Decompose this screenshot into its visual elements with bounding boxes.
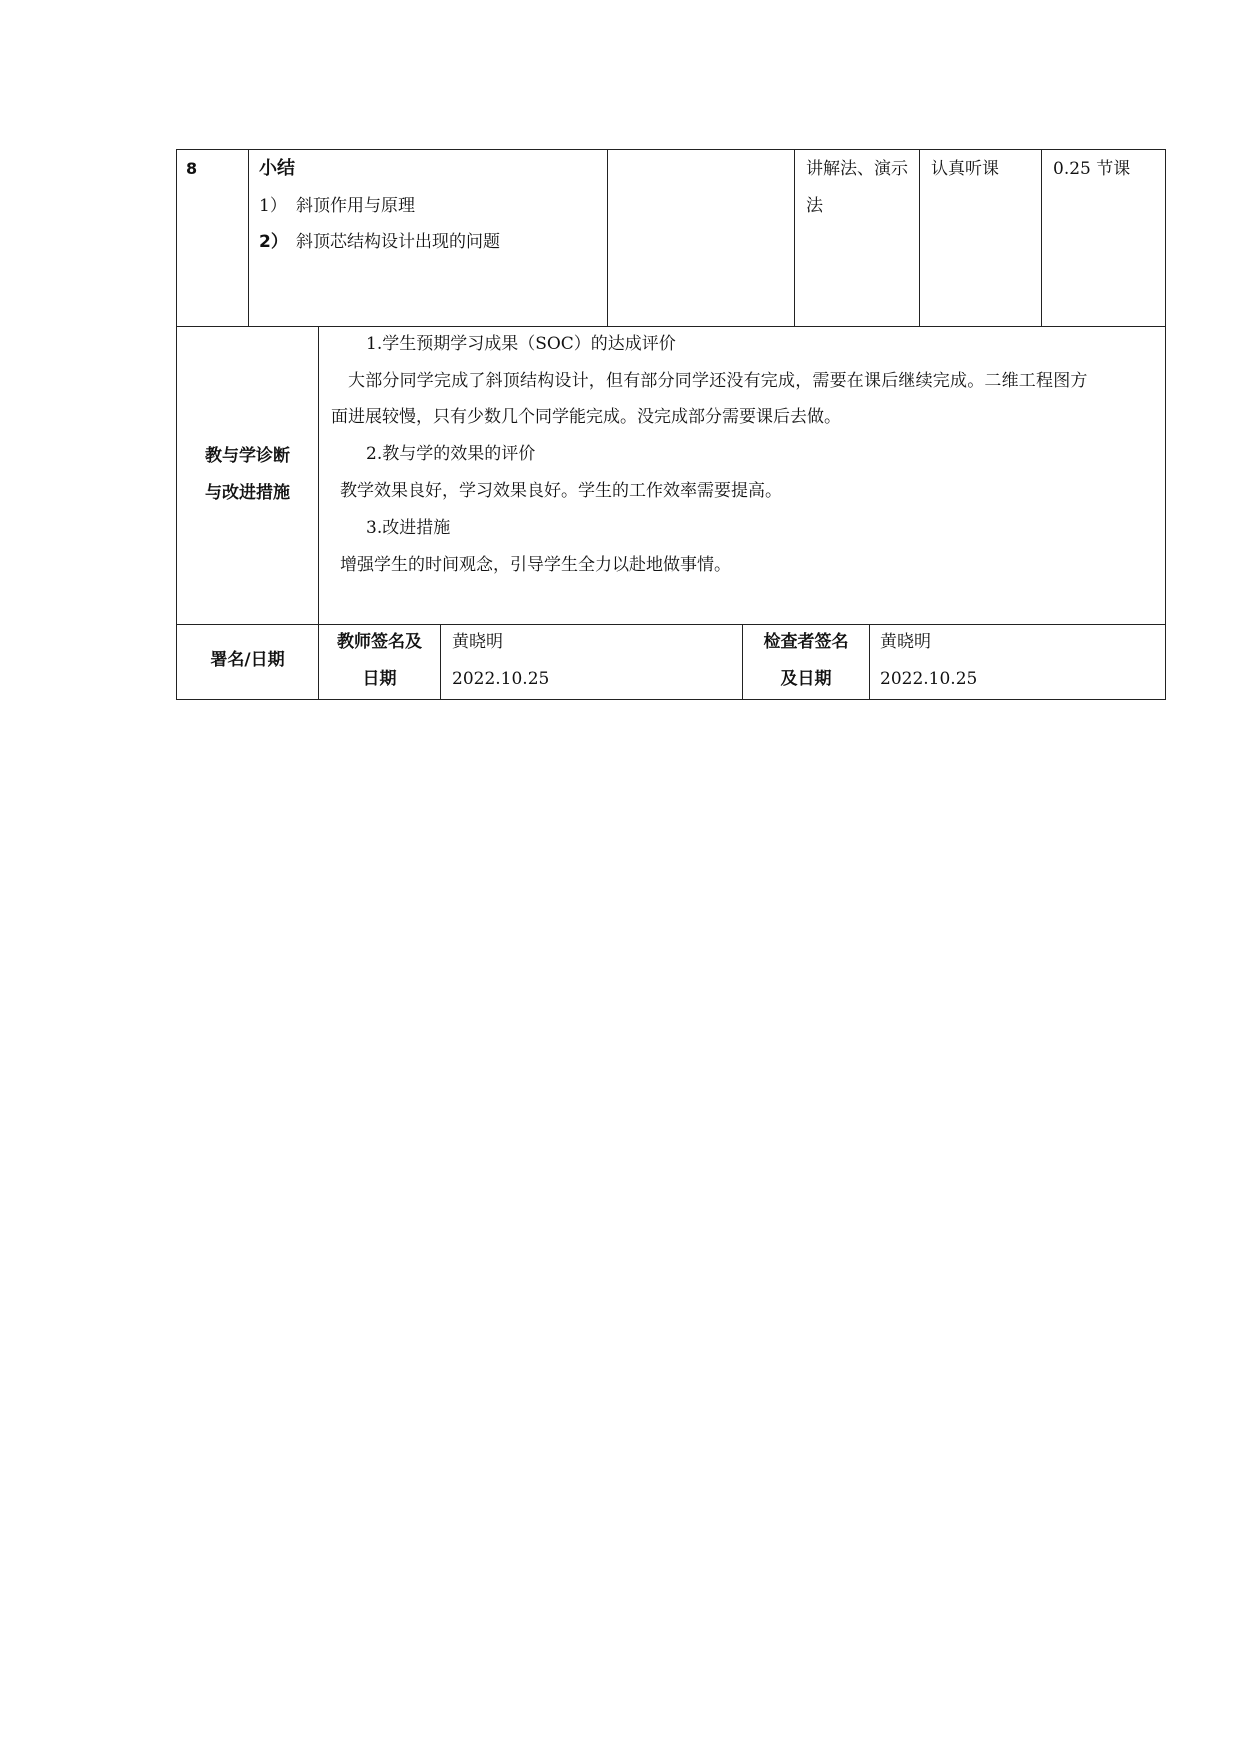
row8-divider-2 (607, 149, 608, 327)
list-item-marker-2: 2） (259, 232, 288, 252)
evaluation-paragraph-2: 教学效果良好，学习效果良好。学生的工作效率需要提高。 (340, 481, 782, 501)
table-border-right (1165, 149, 1166, 700)
evaluation-heading-2: 2.教与学的效果的评价 (366, 444, 536, 464)
table-border-bottom (176, 699, 1166, 700)
teaching-method-line2: 法 (806, 196, 823, 216)
row8-divider-5 (1041, 149, 1042, 327)
table-border-row8-bottom (176, 326, 1166, 327)
row8-divider-4 (919, 149, 920, 327)
evaluation-heading-3: 3.改进措施 (366, 518, 451, 538)
list-item-text-1: 斜顶作用与原理 (296, 196, 415, 216)
signature-divider-3 (869, 624, 870, 700)
checker-signature-label-line1: 检查者签名 (763, 632, 849, 652)
teaching-method-line1: 讲解法、演示 (806, 159, 908, 179)
row8-divider-3 (794, 149, 795, 327)
checker-name: 黄晓明 (880, 632, 931, 652)
section-title: 小结 (259, 158, 295, 179)
evaluation-paragraph-1-line1: 大部分同学完成了斜顶结构设计，但有部分同学还没有完成，需要在课后继续完成。二维工程图方 (348, 371, 1088, 391)
teacher-name: 黄晓明 (452, 632, 503, 652)
checker-date: 2022.10.25 (880, 669, 978, 689)
teacher-signature-label-line1: 教师签名及 (337, 632, 422, 652)
signature-divider-1 (440, 624, 441, 700)
evaluation-paragraph-1-line2: 面进展较慢，只有少数几个同学能完成。没完成部分需要课后去做。 (331, 407, 841, 427)
teacher-date: 2022.10.25 (452, 669, 550, 689)
diagnosis-label-line2: 与改进措施 (205, 483, 290, 503)
list-item-text-2: 斜顶芯结构设计出现的问题 (296, 232, 500, 252)
table-border-top (176, 149, 1166, 150)
diagnosis-label-line1: 教与学诊断 (205, 446, 290, 466)
teacher-signature-label-line2: 日期 (362, 669, 397, 689)
row8-divider-1 (248, 149, 249, 327)
row-number: 8 (186, 159, 198, 178)
table-border-left (176, 149, 177, 700)
evaluation-heading-1: 1.学生预期学习成果（SOC）的达成评价 (366, 334, 676, 354)
duration: 0.25 节课 (1053, 159, 1131, 179)
table-border-diagnosis-bottom (176, 624, 1166, 625)
list-item-marker-1: 1） (259, 196, 287, 216)
evaluation-paragraph-3: 增强学生的时间观念，引导学生全力以赴地做事情。 (340, 555, 731, 575)
signature-date-label: 署名/日期 (210, 650, 285, 670)
student-activity: 认真听课 (931, 159, 999, 179)
checker-signature-label-line2: 及日期 (780, 669, 832, 689)
